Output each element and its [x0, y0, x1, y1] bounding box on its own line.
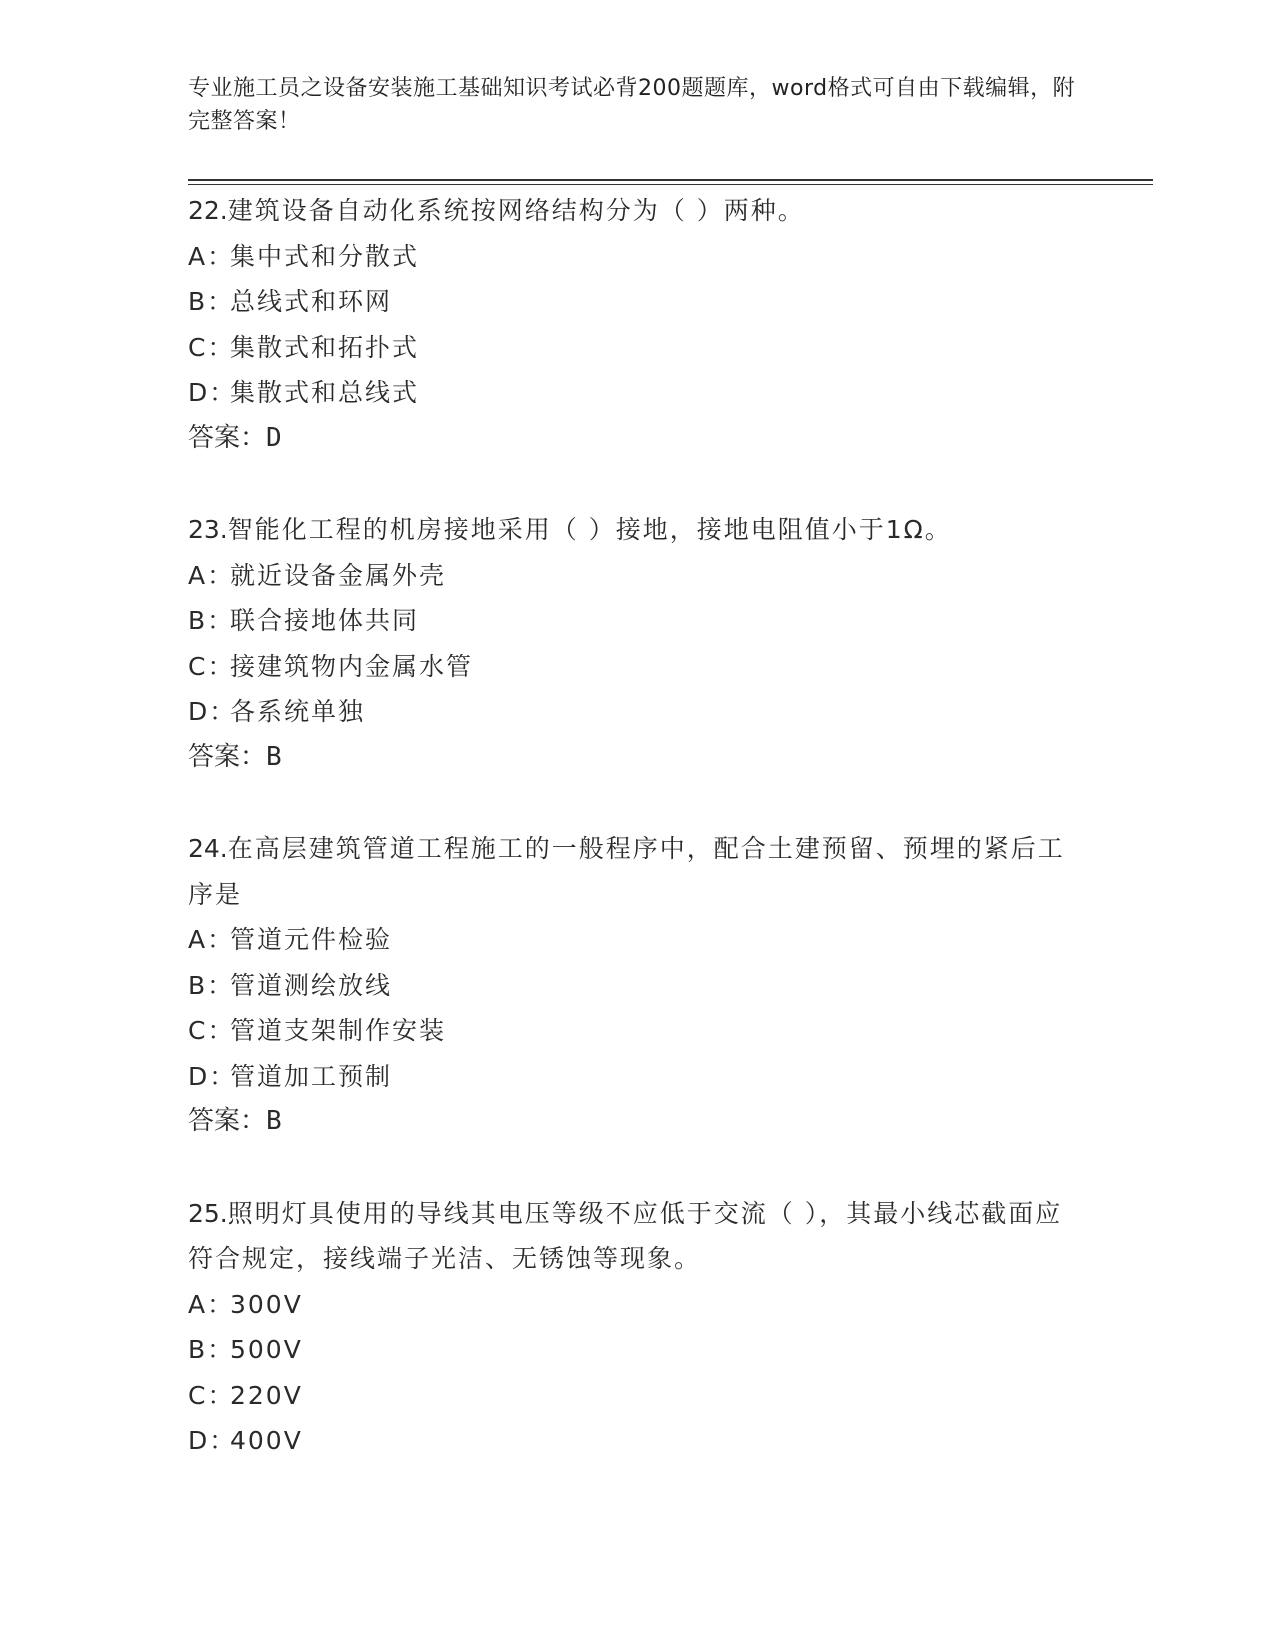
option-text: 就近设备金属外壳 [230, 560, 447, 590]
option-a [188, 917, 1088, 963]
option-d [188, 1054, 1088, 1100]
question-22 [188, 188, 1088, 461]
option-text: 500V [230, 1335, 303, 1364]
option-key: A： [188, 241, 235, 271]
option-d [188, 370, 1088, 416]
option-c [188, 1008, 1088, 1054]
question-stem [188, 507, 1088, 553]
option-key: C： [188, 651, 235, 681]
option-key: C： [188, 1380, 235, 1410]
document-header: 专业施工员之设备安装施工基础知识考试必背200题题库，word格式可自由下载编辑，附完整答案！ [188, 76, 1076, 134]
answer-label: 答案： [188, 741, 267, 772]
option-a [188, 553, 1088, 599]
option-key: D： [188, 378, 237, 407]
question-text: 在高层建筑管道工程施工的一般程序中，配合土建预留、预埋的紧后工序是 [188, 834, 1065, 909]
option-d [188, 1418, 1088, 1464]
option-key: D： [188, 1426, 237, 1455]
question-number: 22. [188, 196, 228, 225]
question-25 [188, 1191, 1088, 1464]
option-key: B： [188, 606, 235, 635]
option-key: A： [188, 1289, 235, 1319]
header-divider [188, 179, 1153, 185]
answer-line [188, 735, 1088, 781]
question-list [188, 188, 1088, 1510]
option-key: A： [188, 925, 235, 954]
question-stem [188, 188, 1088, 234]
option-c [188, 644, 1088, 690]
question-stem [188, 1191, 1088, 1282]
answer-value: B [266, 1106, 282, 1136]
option-d [188, 689, 1088, 735]
option-text: 300V [230, 1289, 303, 1319]
answer-value: B [266, 741, 282, 772]
option-c [188, 325, 1088, 371]
option-key: A： [188, 560, 235, 590]
option-text: 400V [230, 1426, 303, 1455]
option-text: 管道支架制作安装 [230, 1016, 447, 1045]
question-23 [188, 507, 1088, 780]
option-b [188, 279, 1088, 325]
option-b [188, 963, 1088, 1009]
option-text: 管道测绘放线 [230, 970, 393, 1000]
question-24 [188, 826, 1088, 1145]
option-key: C： [188, 1016, 235, 1045]
option-text: 联合接地体共同 [230, 606, 420, 635]
option-b [188, 598, 1088, 644]
answer-label: 答案： [188, 1106, 267, 1136]
option-text: 总线式和环网 [230, 287, 393, 316]
option-b [188, 1327, 1088, 1373]
option-key: D： [188, 1061, 237, 1091]
question-stem [188, 826, 1088, 917]
answer-line [188, 1099, 1088, 1145]
option-key: B： [188, 287, 235, 316]
option-a [188, 234, 1088, 280]
question-text: 照明灯具使用的导线其电压等级不应低于交流（ ），其最小线芯截面应符合规定，接线端子光洁、无锈蚀等现象。 [188, 1198, 1063, 1273]
option-text: 接建筑物内金属水管 [230, 651, 474, 681]
answer-line [188, 416, 1088, 462]
option-text: 各系统单独 [230, 697, 366, 726]
answer-value: D [266, 422, 282, 453]
option-key: B： [188, 1335, 235, 1364]
option-text: 管道加工预制 [230, 1061, 393, 1091]
option-key: B： [188, 970, 235, 1000]
option-c [188, 1373, 1088, 1419]
option-text: 管道元件检验 [230, 925, 393, 954]
question-number: 25. [188, 1198, 228, 1228]
option-text: 集散式和总线式 [230, 378, 420, 407]
option-text: 220V [230, 1380, 303, 1410]
question-number: 23. [188, 515, 228, 544]
answer-label: 答案： [188, 422, 267, 453]
option-text: 集中式和分散式 [230, 241, 420, 271]
option-key: C： [188, 332, 235, 362]
option-text: 集散式和拓扑式 [230, 332, 420, 362]
question-number: 24. [188, 834, 228, 863]
question-text: 建筑设备自动化系统按网络结构分为（ ）两种。 [227, 196, 805, 225]
question-text: 智能化工程的机房接地采用（ ）接地，接地电阻值小于1Ω。 [227, 515, 952, 544]
option-a [188, 1282, 1088, 1328]
option-key: D： [188, 697, 237, 726]
